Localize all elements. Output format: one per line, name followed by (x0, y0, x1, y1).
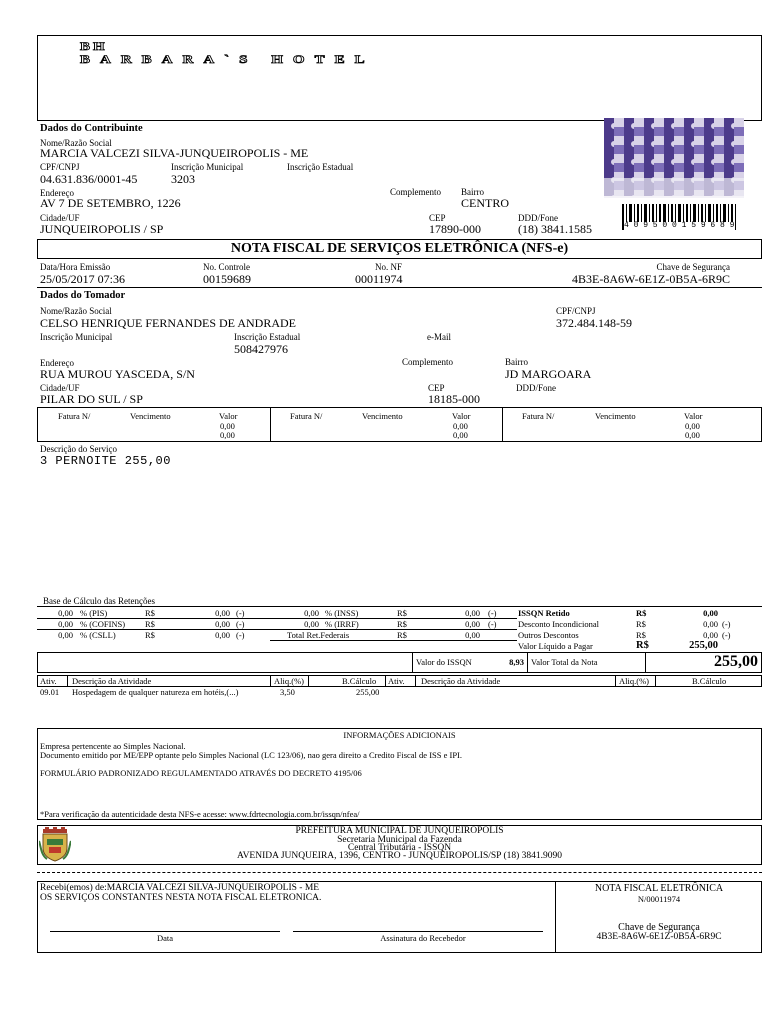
cofins-minus: (-) (236, 619, 245, 629)
fatura3-label: Fatura N/ (522, 411, 555, 421)
atividade-row-aliq: 3,50 (280, 687, 295, 697)
inss-minus: (-) (488, 608, 497, 618)
csll-val: 0,00 (215, 630, 230, 640)
pis-label: % (PIS) (80, 608, 108, 618)
atividades-divider-1 (67, 675, 68, 687)
contribuinte-cidade: JUNQUEIROPOLIS / SP (40, 222, 164, 236)
recibo-data-line (50, 931, 280, 932)
totais-divider-3 (645, 652, 646, 673)
fatura2-vencimento-label: Vencimento (362, 411, 403, 421)
contribuinte-cep: 17890-000 (429, 222, 481, 236)
contribuinte-fone: (18) 3841.1585 (518, 222, 592, 236)
fatura2-valor-label: Valor (452, 411, 471, 421)
logo-line2: BARBARA`S HOTEL (80, 53, 375, 67)
servico-label: Descrição do Serviço (40, 444, 117, 454)
inss-currency: R$ (397, 608, 407, 618)
inss-label: % (INSS) (325, 608, 359, 618)
desc-incond-minus: (-) (722, 619, 731, 629)
outros-desc-label: Outros Descontos (518, 630, 579, 640)
retencoes-line-1 (37, 618, 517, 619)
atividades-desc-label-1: Descrição da Atividade (72, 676, 152, 686)
nota-divider (37, 287, 762, 288)
atividades-divider-5 (415, 675, 416, 687)
atividades-bcalc-label-2: B.Cálculo (692, 676, 727, 686)
contribuinte-complemento-label: Complemento (390, 187, 441, 197)
atividades-divider-2 (270, 675, 271, 687)
tomador-complemento-label: Complemento (402, 357, 453, 367)
contribuinte-cnpj: 04.631.836/0001-45 (40, 172, 138, 186)
pis-currency: R$ (145, 608, 155, 618)
recibo-data-label: Data (156, 933, 174, 943)
tomador-endereco-label: Endereço (40, 358, 74, 368)
valor-issqn: 8,93 (509, 657, 524, 667)
contribuinte-cnpj-label: CPF/CNPJ (40, 162, 80, 172)
security-seal-image (604, 118, 744, 238)
pis-val: 0,00 (215, 608, 230, 618)
fatura1-vencimento-label: Vencimento (130, 411, 171, 421)
desc-incond-label: Desconto Incondicional (518, 619, 599, 629)
liquido-label: Valor Líquido a Pagar (518, 641, 593, 651)
nota-chave-label: Chave de Segurança (656, 262, 730, 272)
retencoes-line-3 (270, 640, 517, 641)
info-line2: Documento emitido por ME/EPP optante pelo Simples Nacional (LC 123/06), nao gera direito a Credito Fiscal de ISS e IPI. (40, 750, 463, 760)
recibo-assinatura-label: Assinatura do Recebedor (380, 933, 466, 943)
liquido-currency: R$ (636, 640, 649, 651)
contribuinte-section-title: Dados do Contribuinte (40, 123, 143, 134)
atividade-row-code: 09.01 (40, 687, 60, 697)
tomador-ie-label: Inscrição Estadual (234, 332, 301, 342)
prefeitura-line1: PREFEITURA MUNICIPAL DE JUNQUEIROPOLIS (295, 826, 504, 836)
atividades-desc-label-2: Descrição da Atividade (421, 676, 501, 686)
fatura2-label: Fatura N/ (290, 411, 323, 421)
fatura1-valor-1: 0,00 (220, 421, 235, 431)
irrf-minus: (-) (488, 619, 497, 629)
tomador-section-title: Dados do Tomador (40, 290, 126, 301)
hotel-logo (80, 42, 375, 68)
cofins-label: % (COFINS) (80, 619, 126, 629)
fatura3-valor-label: Valor (684, 411, 703, 421)
desc-incond-val: 0,00 (703, 619, 718, 629)
fatura1-valor-label: Valor (219, 411, 238, 421)
faturas-divider-2 (502, 407, 503, 442)
cofins-pct: 0,00 (58, 619, 73, 629)
atividades-divider-3 (308, 675, 309, 687)
csll-pct: 0,00 (58, 630, 73, 640)
prefeitura-line3: Central Tributária - ISSQN (347, 843, 452, 853)
valor-total: 255,00 (714, 653, 758, 670)
fatura3-valor-1: 0,00 (685, 421, 700, 431)
security-seal-graphic (604, 118, 744, 238)
outros-desc-currency: R$ (636, 630, 646, 640)
atividade-row-bcalc: 255,00 (356, 687, 380, 697)
recibo-line1: Recebi(emos) de:MARCIA VALCEZI SILVA-JUNQUEIROPOLIS - ME (40, 883, 320, 893)
cofins-currency: R$ (145, 619, 155, 629)
outros-desc-val: 0,00 (703, 630, 718, 640)
tomador-bairro: JD MARGOARA (505, 367, 592, 381)
fatura3-valor-2: 0,00 (685, 430, 700, 440)
cut-line (37, 872, 762, 873)
contribuinte-ie-label: Inscrição Estadual (287, 162, 354, 172)
nota-title: NOTA FISCAL DE SERVIÇOS ELETRÔNICA (NFS-e) (230, 241, 569, 256)
outros-desc-minus: (-) (722, 630, 731, 640)
desc-incond-currency: R$ (636, 619, 646, 629)
tomador-cep-label: CEP (428, 383, 445, 393)
atividades-divider-6 (615, 675, 616, 687)
tomador-razao-label: Nome/Razão Social (40, 306, 112, 316)
contribuinte-fone-label: DDD/Fone (518, 213, 558, 223)
recibo-assinatura-line (293, 931, 543, 932)
csll-label: % (CSLL) (80, 630, 116, 640)
tomador-cnpj-label: CPF/CNPJ (556, 306, 596, 316)
nota-controle: 00159689 (203, 272, 251, 286)
tomador-email-label: e-Mail (427, 332, 451, 342)
atividades-divider-4 (385, 675, 386, 687)
recibo-nf-title: NOTA FISCAL ELETRÔNICA (594, 883, 724, 894)
retencoes-top-line (37, 606, 762, 607)
atividades-divider-7 (655, 675, 656, 687)
contribuinte-razao-label: Nome/Razão Social (40, 138, 112, 148)
logo-line1: BH (80, 40, 108, 54)
contribuinte-im: 3203 (171, 172, 195, 186)
tomador-cep: 18185-000 (428, 392, 480, 406)
barcode-digits: 4 0 9 5 0 0 1 5 9 6 8 9 (624, 221, 735, 230)
contribuinte-im-label: Inscrição Municipal (171, 162, 244, 172)
prefeitura-line2: Secretaria Municipal da Fazenda (337, 835, 462, 845)
nota-controle-label: No. Controle (203, 262, 250, 272)
fatura1-valor-2: 0,00 (220, 430, 235, 440)
nota-nf: 00011974 (355, 272, 403, 286)
totais-divider-1 (412, 652, 413, 673)
contribuinte-cidade-label: Cidade/UF (40, 213, 80, 223)
total-ret-val: 0,00 (465, 630, 480, 640)
tomador-fone-label: DDD/Fone (516, 383, 556, 393)
tomador-endereco: RUA MUROU YASCEDA, S/N (40, 367, 195, 381)
contribuinte-endereco: AV 7 DE SETEMBRO, 1226 (40, 196, 181, 210)
contribuinte-endereco-label: Endereço (40, 188, 74, 198)
pis-pct: 0,00 (58, 608, 73, 618)
contribuinte-bairro-label: Bairro (461, 187, 484, 197)
tomador-ie: 508427976 (234, 342, 288, 356)
atividades-aliq-label-2: Aliq.(%) (619, 676, 649, 686)
recibo-chave-label: Chave de Segurança (618, 922, 700, 933)
faturas-divider-1 (270, 407, 271, 442)
tomador-cidade: PILAR DO SUL / SP (40, 392, 143, 406)
totais-divider-2 (527, 652, 528, 673)
tomador-cidade-label: Cidade/UF (40, 383, 80, 393)
tomador-razao: CELSO HENRIQUE FERNANDES DE ANDRADE (40, 316, 297, 330)
recibo-nf-number: N/00011974 (637, 894, 681, 904)
servico-text: 3 PERNOITE 255,00 (40, 454, 171, 468)
recibo-line2: OS SERVIÇOS CONSTANTES NESTA NOTA FISCAL ELETRONICA. (40, 893, 322, 903)
total-ret-label: Total Ret.Federais (287, 630, 350, 640)
atividade-row-desc: Hospedagem de qualquer natureza em hotéis,(...) (72, 687, 239, 697)
fatura2-valor-2: 0,00 (453, 430, 468, 440)
atividades-ativ-label-2: Ativ. (388, 676, 405, 686)
valor-total-label: Valor Total da Nota (531, 657, 598, 667)
atividades-aliq-label-1: Aliq.(%) (274, 676, 304, 686)
issqn-retido-label: ISSQN Retido (518, 608, 570, 618)
fatura1-label: Fatura N/ (58, 411, 91, 421)
atividades-ativ-label-1: Ativ. (40, 676, 57, 686)
total-ret-currency: R$ (397, 630, 407, 640)
tomador-cnpj: 372.484.148-59 (556, 316, 632, 330)
retencoes-line-2 (37, 629, 517, 630)
issqn-retido-val: 0,00 (703, 608, 718, 618)
fatura2-valor-1: 0,00 (453, 421, 468, 431)
atividades-bcalc-label-1: B.Cálculo (342, 676, 377, 686)
nota-data-label: Data/Hora Emissão (40, 262, 111, 272)
irrf-val: 0,00 (465, 619, 480, 629)
irrf-pct: 0,00 (304, 619, 319, 629)
info-title: INFORMAÇÕES ADICIONAIS (343, 730, 456, 740)
nota-nf-label: No. NF (375, 262, 403, 272)
issqn-retido-currency: R$ (636, 608, 647, 618)
info-line4: *Para verificação da autenticidade desta NFS-e acesse: www.fdrtecnologia.com.br/issqn/nfea/ (40, 809, 360, 819)
recibo-chave: 4B3E-8A6W-6E1Z-0B5A-6R9C (596, 932, 722, 942)
prefeitura-line4: AVENIDA JUNQUEIRA, 1396, CENTRO - JUNQUEIROPOLIS/SP (18) 3841.9090 (236, 851, 563, 861)
contribuinte-razao: MARCIA VALCEZI SILVA-JUNQUEIROPOLIS - ME (40, 146, 309, 160)
info-line3: FORMULÁRIO PADRONIZADO REGULAMENTADO ATRAVÉS DO DECRETO 4195/06 (40, 768, 362, 778)
csll-minus: (-) (236, 630, 245, 640)
info-line1: Empresa pertencente ao Simples Nacional. (40, 741, 186, 751)
fatura3-vencimento-label: Vencimento (595, 411, 636, 421)
nota-data: 25/05/2017 07:36 (40, 272, 126, 286)
contribuinte-bairro: CENTRO (461, 196, 509, 210)
inss-val: 0,00 (465, 608, 480, 618)
csll-currency: R$ (145, 630, 155, 640)
irrf-currency: R$ (397, 619, 407, 629)
valor-issqn-label: Valor do ISSQN (416, 657, 472, 667)
tomador-bairro-label: Bairro (505, 357, 528, 367)
retencoes-title: Base de Cálculo das Retenções (43, 596, 155, 606)
irrf-label: % (IRRF) (325, 619, 359, 629)
cofins-val: 0,00 (215, 619, 230, 629)
liquido-val: 255,00 (689, 640, 718, 651)
pis-minus: (-) (236, 608, 245, 618)
tomador-im-label: Inscrição Municipal (40, 332, 113, 342)
contribuinte-cep-label: CEP (429, 213, 446, 223)
nota-chave: 4B3E-8A6W-6E1Z-0B5A-6R9C (572, 272, 730, 286)
inss-pct: 0,00 (304, 608, 319, 618)
